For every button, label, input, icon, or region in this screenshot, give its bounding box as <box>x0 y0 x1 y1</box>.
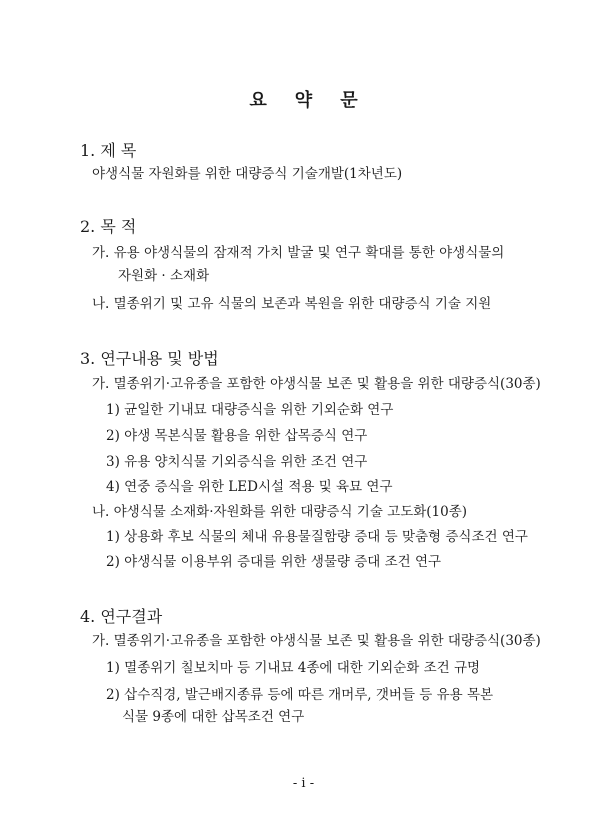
section-line: 나. 야생식물 소재화·자원화를 위한 대량증식 기술 고도화(10종) <box>92 504 468 520</box>
section-line: 1) 균일한 기내묘 대량증식을 위한 기외순화 연구 <box>106 402 394 418</box>
section-line: 가. 멸종위기·고유종을 포함한 야생식물 보존 및 활용을 위한 대량증식(30종) <box>92 633 541 649</box>
title-char: 요 <box>249 90 267 111</box>
section-line: 4) 연중 증식을 위한 LED시설 적용 및 육묘 연구 <box>106 479 393 495</box>
section-heading-methods: 3. 연구내용 및 방법 <box>80 349 219 368</box>
section-heading-purpose: 2. 목 적 <box>80 217 137 236</box>
section-line: 자원화 · 소재화 <box>118 268 210 284</box>
section-heading-title: 1. 제 목 <box>80 141 137 160</box>
title-char: 약 <box>294 90 313 111</box>
section-line: 식물 9종에 대한 삽목조건 연구 <box>122 709 305 725</box>
section-line: 가. 유용 야생식물의 잠재적 가치 발굴 및 연구 확대를 통한 야생식물의 <box>92 245 505 261</box>
section-heading-results: 4. 연구결과 <box>80 607 163 626</box>
section-line: 야생식물 자원화를 위한 대량증식 기술개발(1차년도) <box>92 166 403 182</box>
page-number: - i - <box>292 776 315 791</box>
section-line: 나. 멸종위기 및 고유 식물의 보존과 복원을 위한 대량증식 기술 지원 <box>92 296 492 312</box>
section-line: 2) 삽수직경, 발근배지종류 등에 따른 개머루, 갯버들 등 유용 목본 <box>106 687 494 703</box>
section-line: 1) 상용화 후보 식물의 체내 유용물질함량 증대 등 맞춤형 증식조건 연구 <box>106 529 528 545</box>
section-line: 1) 멸종위기 칠보치마 등 기내묘 4종에 대한 기외순화 조건 규명 <box>106 660 481 676</box>
section-line: 2) 야생 목본식물 활용을 위한 삽목증식 연구 <box>106 428 368 444</box>
page-title <box>0 86 607 112</box>
title-char: 문 <box>340 90 358 111</box>
section-line: 가. 멸종위기·고유종을 포함한 야생식물 보존 및 활용을 위한 대량증식(30종) <box>92 376 541 392</box>
section-line: 3) 유용 양치식물 기외증식을 위한 조건 연구 <box>106 454 368 470</box>
section-line: 2) 야생식물 이용부위 증대를 위한 생물량 증대 조건 연구 <box>106 554 442 570</box>
